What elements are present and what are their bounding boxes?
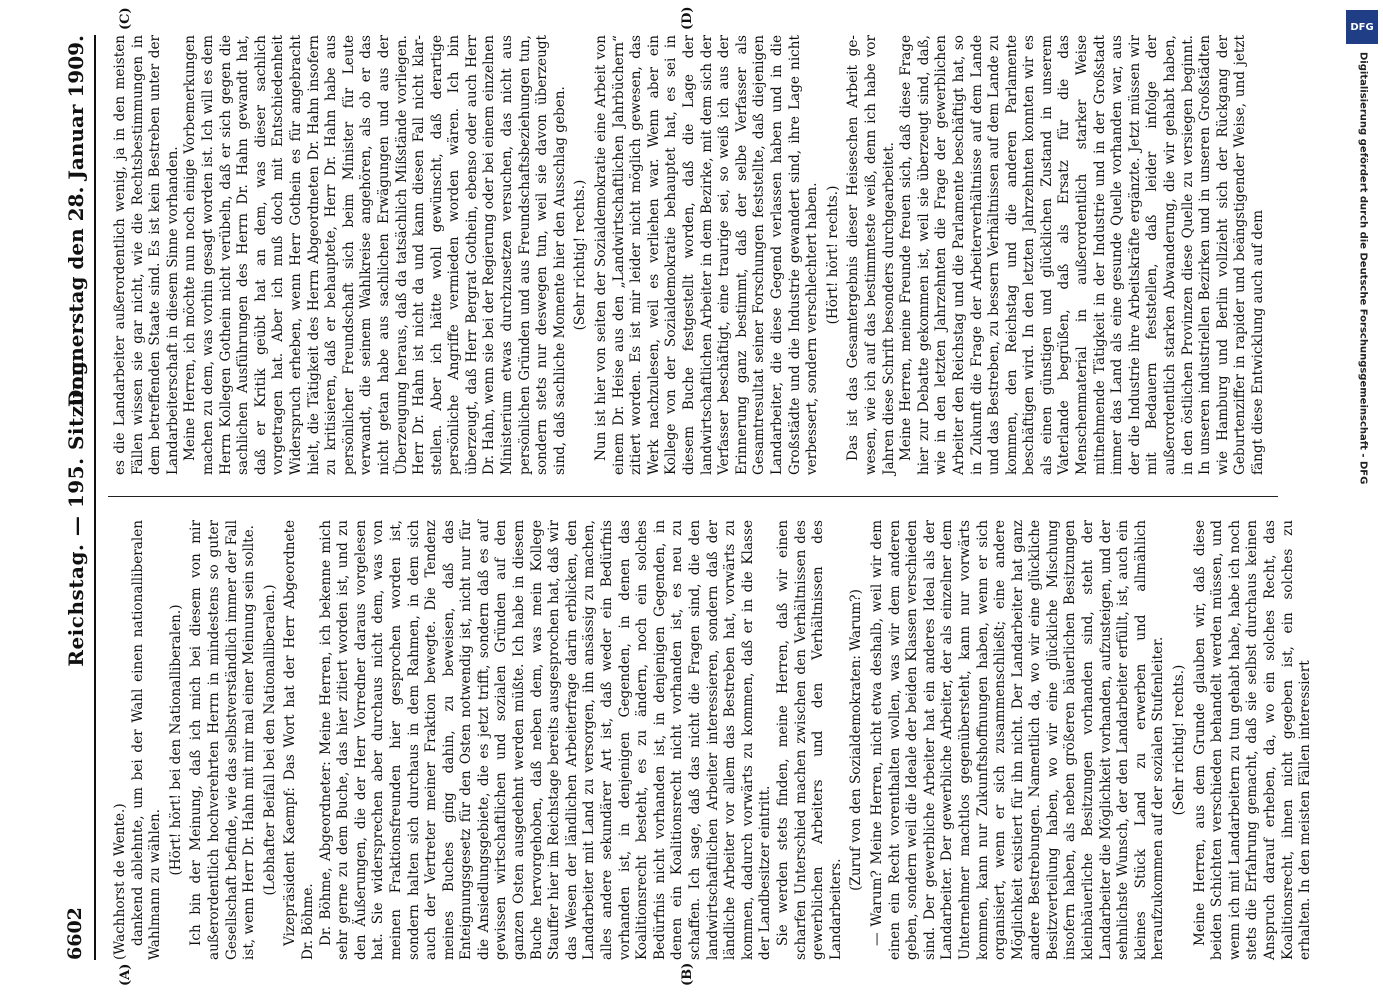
dfg-logo-icon: DFG [1346,10,1378,44]
paragraph: Dr. Böhme, Abgeordneter: Meine Herren, ich bekenne mich sehr gerne zu dem Buche, das hier zitiert worden ist, und zu den Äußerungen, die der Herr Vorredner daraus vorgelesen hat. Sie widersprechen aber durchaus nicht dem, was von meinen Fraktionsfreunden hier gesprochen worden ist, sondern halten sich durchaus in dem Rahmen, in dem sich auch der Vertreter meiner Fraktion bewegte. Die Tendenz meines Buches ging dahin, zu beweisen, daß das Enteignungsgesetz für den Osten notwendig ist, nicht nur für die Ansiedlungsgebiete, die es jetzt trifft, sondern daß es auf gewissen wirtschaftlichen und sozialen Gründen auf den ganzen Osten ausgedehnt werden müßte. Ich habe in diesem Buche hervorgehoben, daß neben dem, was mein Kollege Stauffer hier im Reichstage bereits ausgesprochen hat, daß wir das Wesen der ländlichen Arbeiterfrage darin erblicken, den Landarbeiter mit Land zu versorgen, ihn ansässig zu machen, alles andere sekundärer Art ist, daß weder ein Bedürfnis vorhanden ist, in denjenigen Gegenden, in denen das Koalitionsrecht besteht, es zu ändern, noch ein solches Bedürfnis nicht vorhanden ist, in denjenigen Gegenden, in denen ein Koalitionsrecht nicht vorhanden ist, es neu zu schaffen. Ich sage, daß das nicht die Fragen sind, die den landwirtschaftlichen Arbeiter interessieren, sondern daß der ländliche Arbeiter vor allem das Bestreben hat, vorwärts zu kommen, dadurch vorwärts zu kommen, daß er in die Klasse der Landbesitzer eintritt. [317,520,774,960]
paragraph: Meine Herren, aus dem Grunde glauben wir, daß diese beiden Schichten verschieden behandelt werden müssen, und wenn ich mit Landarbeitern zu tun gehabt habe, habe ich noch stets die Erfahrung gemacht, daß sie selbst durchaus keinen Anspruch darauf erheben, da, wo ein solches Recht, das Koalitionsrecht, ihnen nicht gegeben ist, ein solches zu erhalten. In den meisten Fällen interessiert [1191,520,1314,960]
text-column-left [112,520,1314,960]
interjection: (Zuruf von den Sozialdemokraten: Warum?) [848,589,865,891]
paragraph: Vizepräsident Kaempf: Das Wort hat der Herr Abgeordnete Dr. Böhme. [282,520,316,960]
margin-marker-c: (C) [118,7,133,30]
margin-marker-a: (A) [118,963,133,986]
column-divider [108,496,1278,497]
paragraph: Nun ist hier von seiten der Sozialdemokratie eine Arbeit von einem Dr. Heise aus den „Landwirtschaftlichen Jahrbüchern“ zitiert worden. Es ist mir leider nicht möglich gewesen, das Werk nachzulesen, weil es verliehen war. Wenn aber ein Kollege von der Sozialdemokratie behauptet hat, es sei in diesem Buche festgestellt worden, daß die Lage der landwirtschaftlichen Arbeiter in dem Bezirke, mit dem sich der Verfasser beschäftigt, eine traurige sei, so weiß ich aus der Erinnerung ganz bestimmt, daß der selbe Verfasser als Gesamtresultat seiner Forschungen feststellte, daß diejenigen Landarbeiter, die diese Gegend verlassen haben und in die Großstädte und die Industrie gewandert sind, ihre Lage nicht verbessert, sondern verschlechtert haben. [593,35,821,475]
credit-text: Digitalisierung gefördert durch die Deutsche Forschungsgemeinschaft - DFG [1357,52,1369,485]
page-header [60,35,96,960]
interjection: (Sehr richtig! rechts.) [572,179,589,331]
session-date: Donnerstag den 28. Januar 1909. [64,35,88,407]
paragraph: Ich bin der Meinung, daß ich mich bei diesem von mir außerordentlich hochverehrten Herrn in mindestens so guter Gesellschaft befinde, wie das selbstverständlich immer der Fall ist, wenn Herr Dr. Hahn mit mir mal einer Meinung sein sollte. [188,520,258,960]
paragraph: Das ist das Gesamtergebnis dieser Heiseschen Arbeit gewesen, wie ich auf das bestimmteste weiß, denn ich habe vor Jahren diese Schrift besonders durchgearbeitet. [845,35,897,475]
margin-marker-b: (B) [680,962,695,986]
paragraph: dankend ablehnte, um bei der Wahl einen nationalliberalen Wahlmann zu wählen. [129,520,164,960]
page-title: Reichstag. — 195. Sitzung. [64,353,88,667]
paragraph: es die Landarbeiter außerordentlich wenig, ja in den meisten Fällen wissen sie gar nicht, wie die Rechtsbestimmungen in dem betreffenden Staate sind. Es ist kein Bestreben unter der Landarbeiterschaft in diesem Sinne vorhanden. [112,35,181,475]
interjection: (Sehr richtig! rechts.) [1171,664,1188,816]
paragraph: Sie werden stets finden, meine Herren, daß wir einen scharfen Unterschied machen zwischen den Verhältnissen des gewerblichen Arbeiters und den Verhältnissen des Landarbeiters. [774,520,844,960]
paragraph: — Warum? Meine Herren, nicht etwa deshalb, weil wir dem einen ein Recht vorenthalten wollen, was wir dem anderen geben, sondern weil die Ideale der beiden Klassen verschieden sind. Der gewerbliche Arbeiter hat ein anderes Ideal als der Landarbeiter. Der gewerbliche Arbeiter, der als einzelner dem Unternehmer machtlos gegenübersteht, kann nur vorwärts kommen, kann nur Zukunftshoffnungen haben, wenn er sich organisiert, wenn er sich zusammenschließt; eine andere Möglichkeit existiert für ihn nicht. Der Landarbeiter hat ganz andere Bestrebungen. Namentlich da, wo wir eine glückliche Besitzverteilung haben, wo wir eine glückliche Mischung insofern haben, als neben größeren bäuerlichen Besitzungen kleinbäuerliche Besitzungen vorhanden sind, steht der Landarbeiter die Möglichkeit vorhanden, aufzusteigen, und der sehnlichste Wunsch, der den Landarbeiter erfüllt, ist, auch ein kleines Stück Land zu erwerben und allmählich heraufzukommen auf der sozialen Stufenleiter. [868,520,1167,960]
page-number: 6602 [64,907,86,960]
digitization-credit [1344,10,1382,995]
interjection: (Hört! hört! bei den Nationalliberalen.) [167,604,184,876]
interjection: (Lebhafter Beifall bei den Nationalliberalen.) [261,584,278,896]
newspaper-page [12,0,1332,1000]
paragraph: Meine Herren, ich möchte nun noch einige Vorbemerkungen machen zu dem, was vorhin gesagt worden ist. Ich will es dem Herrn Kollegen Gothein nicht verübeln, daß er sich gegen die sachlichen Ausführungen des Herrn Dr. Hahn gewandt hat, daß er Kritik geübt hat an dem, was dieser sachlich vorgetragen hat. Aber ich muß doch mit Entschiedenheit Widerspruch erheben, wenn Herr Gothein es für angebracht hielt, die Tätigkeit des Herrn Abgeordneten Dr. Hahn insofern zu kritisieren, daß er behauptete, Herr Dr. Hahn habe aus persönlicher Freundschaft sich beim Minister für Leute verwandt, die seinem Wahlkreise angehören, als ob er das nicht getan habe aus sachlichen Erwägungen und aus der Überzeugung heraus, daß da tatsächlich Mißstände vorliegen. Herr Dr. Hahn ist nicht da und kann diesen Fall nicht klarstellen. Aber ich hätte wohl gewünscht, daß derartige persönliche Angriffe vermieden worden wären. Ich bin überzeugt, daß Herr Bergrat Gothein, ebenso oder auch Herr Dr. Hahn, wenn sie bei der Regierung oder bei einem einzelnen Ministerium etwas durchzusetzen versuchen, das nicht aus persönlichen Gründen und aus Freundschaftsbeziehungen tun, sondern stets nur deswegen tun, weil sie davon überzeugt sind, daß sachliche Momente hier den Ausschlag geben. [182,35,568,475]
text-column-right [112,35,1266,475]
interjection: (Hört! hört! rechts.) [824,185,841,325]
paragraph: (Wachhorst de Wente.) [112,803,128,960]
margin-marker-d: (D) [680,6,695,30]
paragraph: Meine Herren, meine Freunde freuen sich, daß diese Frage hier zur Debatte gekommen ist, weil sie überzeugt sind, daß, wie in den letzten Jahrzehnten die Frage der gewerblichen Arbeiter den Reichstag und die Parlamente beschäftigt hat, so in Zukunft die Frage der Arbeiterverhältnisse auf dem Lande und das Bestreben, zu bessern Verhältnissen auf dem Lande zu kommen, den Reichstag und die anderen Parlamente beschäftigen wird. In den letzten Jahrzehnten konnten wir es als einen günstigen und glücklichen Zustand in unserem Vaterlande begrüßen, daß als Ersatz für die das Menschenmaterial in außerordentlich starker Weise mitnehmende Tätigkeit in der Industrie und in der Großstadt immer das Land als eine gesunde Quelle vorhanden war, aus der die Industrie ihre Arbeitskräfte ergänzte. Jetzt müssen wir mit Bedauern feststellen, daß leider infolge der außerordentlich starken Abwanderung, die wir gehabt haben, in den östlichen Provinzen diese Quelle zu versiegen beginnt. In unseren industriellen Bezirken und in unseren Großstädten wie Hamburg und Berlin vollzieht sich der Rückgang der Geburtenziffer in rapider und beängstigender Weise, und jetzt fängt diese Entwicklung auch auf dem [898,35,1266,475]
